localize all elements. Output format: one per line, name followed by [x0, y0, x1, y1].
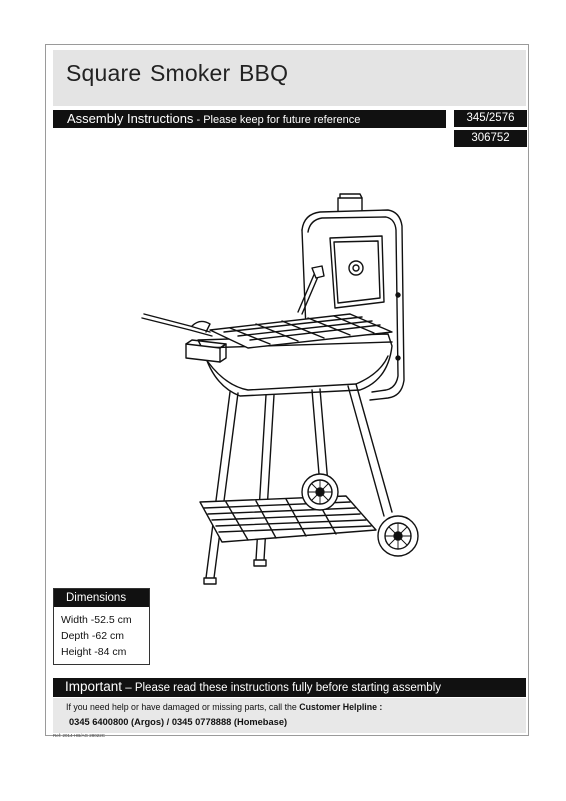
product-code-2: 306752: [454, 130, 527, 147]
product-title: Square Smoker BBQ: [66, 60, 289, 86]
bbq-illustration: [130, 190, 430, 590]
dimensions-box: [53, 588, 150, 665]
important-label: [65, 679, 441, 694]
product-code-1: 345/2576: [454, 110, 527, 127]
important-bar: [53, 678, 526, 697]
important-sub-text: – Please read these instructions fully before starting assembly: [122, 682, 441, 694]
dimension-height: Height -84 cm: [61, 646, 127, 658]
help-text: [66, 702, 382, 712]
important-main-text: Important: [65, 679, 123, 694]
assembly-sub-text: - Please keep for future reference: [193, 114, 361, 126]
dimensions-heading: Dimensions: [54, 589, 149, 607]
helpline-band: [53, 698, 526, 733]
assembly-instructions-bar: [53, 110, 446, 128]
dimension-width: Width -52.5 cm: [61, 614, 132, 626]
assembly-label: [67, 111, 360, 126]
help-intro: If you need help or have damaged or missing parts, call the: [66, 702, 300, 712]
assembly-main-text: Assembly Instructions: [67, 111, 194, 126]
dimension-depth: Depth -62 cm: [61, 630, 125, 642]
reference-code: Ref: 2014-HB/AG 28022C: [53, 733, 106, 738]
helpline-numbers: 0345 6400800 (Argos) / 0345 0778888 (Homebase): [69, 717, 288, 727]
customer-helpline-label: Customer Helpline :: [299, 702, 383, 712]
